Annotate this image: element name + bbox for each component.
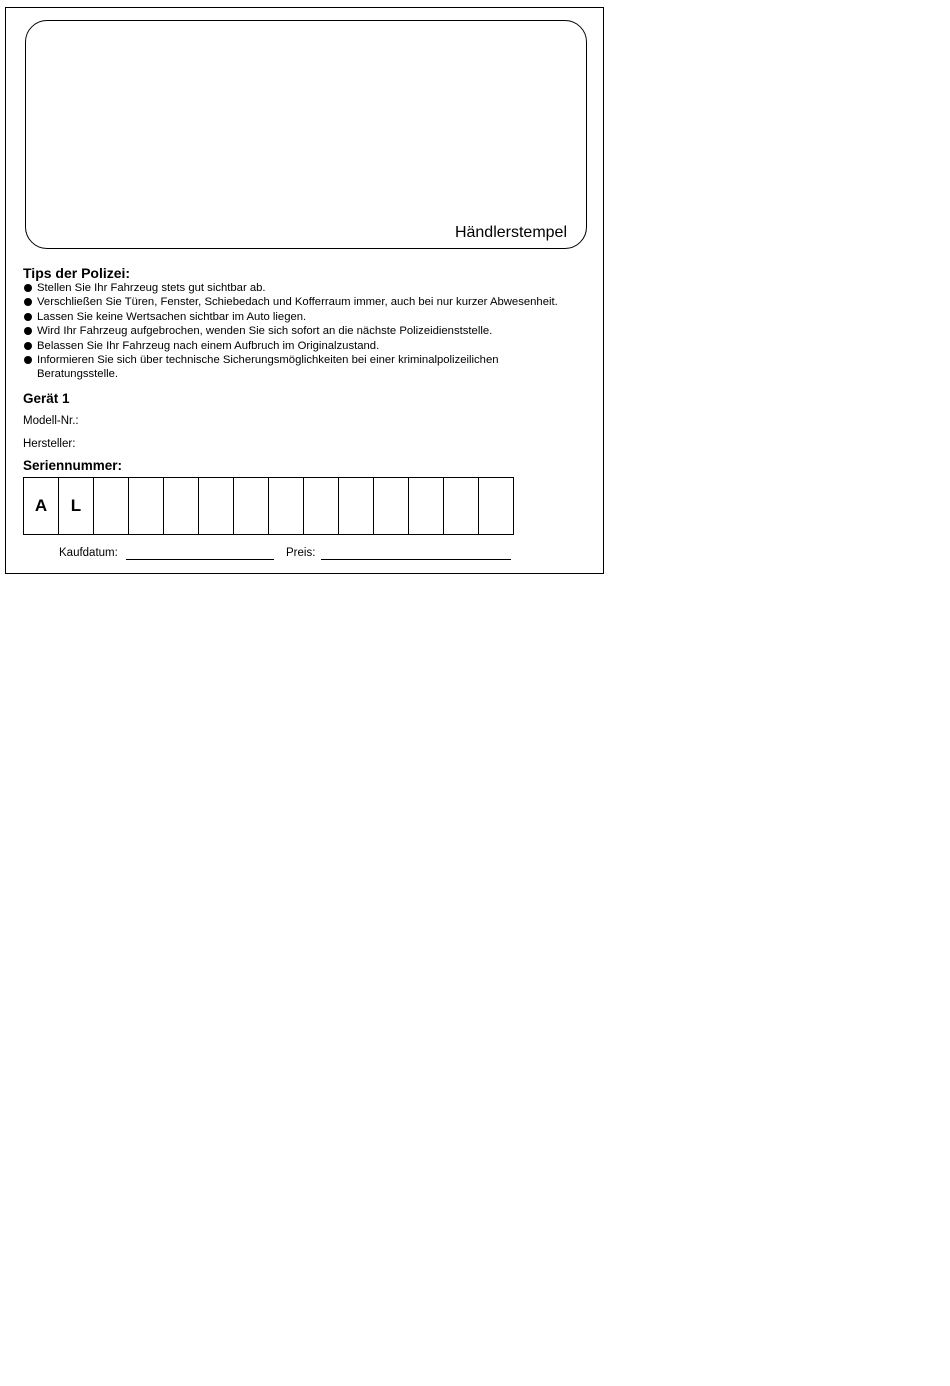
tips-heading: Tips der Polizei: (23, 265, 131, 281)
tip-item (23, 324, 608, 338)
serial-cell (374, 477, 409, 535)
serial-cell (444, 477, 479, 535)
tip-item (23, 281, 608, 295)
price-line (321, 559, 511, 560)
serial-cell: A (24, 477, 59, 535)
bullet-icon (24, 342, 32, 350)
tip-text: Belassen Sie Ihr Fahrzeug nach einem Aufbruch im Originalzustand. (37, 339, 380, 352)
bullet-icon (24, 327, 32, 335)
bullet-icon (24, 284, 32, 292)
bullet-icon (24, 298, 32, 306)
serial-cell (234, 477, 269, 535)
bullet-icon (24, 313, 32, 321)
serial-cell (164, 477, 199, 535)
tips-list (23, 281, 608, 382)
tip-item (23, 295, 608, 309)
tip-text: Verschließen Sie Türen, Fenster, Schiebedach und Kofferraum immer, auch bei nur kurzer Abwesenheit. (37, 296, 558, 309)
dealer-stamp-label: Händlerstempel (454, 224, 567, 241)
serial-cell (304, 477, 339, 535)
tip-item (23, 310, 608, 324)
tip-text: Wird Ihr Fahrzeug aufgebrochen, wenden Sie sich sofort an die nächste Polizeidienststelle. (37, 325, 493, 338)
bullet-icon (24, 356, 32, 364)
serial-number-heading: Seriennummer: (23, 458, 123, 473)
tip-item (23, 339, 608, 353)
price-label: Preis: (286, 547, 316, 559)
serial-cell: L (59, 477, 94, 535)
manufacturer-label: Hersteller: (23, 438, 76, 450)
tip-text: Stellen Sie Ihr Fahrzeug stets gut sichtbar ab. (37, 282, 266, 294)
serial-cell (479, 477, 514, 535)
registration-card (5, 7, 604, 574)
dealer-stamp-box (25, 20, 587, 249)
serial-cell (339, 477, 374, 535)
serial-cell (409, 477, 444, 535)
model-number-label: Modell-Nr.: (23, 415, 79, 427)
serial-number-grid (23, 477, 514, 535)
purchase-date-label: Kaufdatum: (59, 547, 118, 559)
serial-cell (94, 477, 129, 535)
serial-cell (269, 477, 304, 535)
purchase-date-line (126, 559, 274, 560)
tip-item (23, 353, 567, 382)
tip-text: Lassen Sie keine Wertsachen sichtbar im Auto liegen. (37, 310, 307, 323)
device-heading: Gerät 1 (23, 391, 70, 406)
serial-cell (129, 477, 164, 535)
serial-cell (199, 477, 234, 535)
tip-text: Informieren Sie sich über technische Sicherungsmöglichkeiten bei einer kriminalpolizeilichen Beratungsstelle. (37, 354, 499, 381)
